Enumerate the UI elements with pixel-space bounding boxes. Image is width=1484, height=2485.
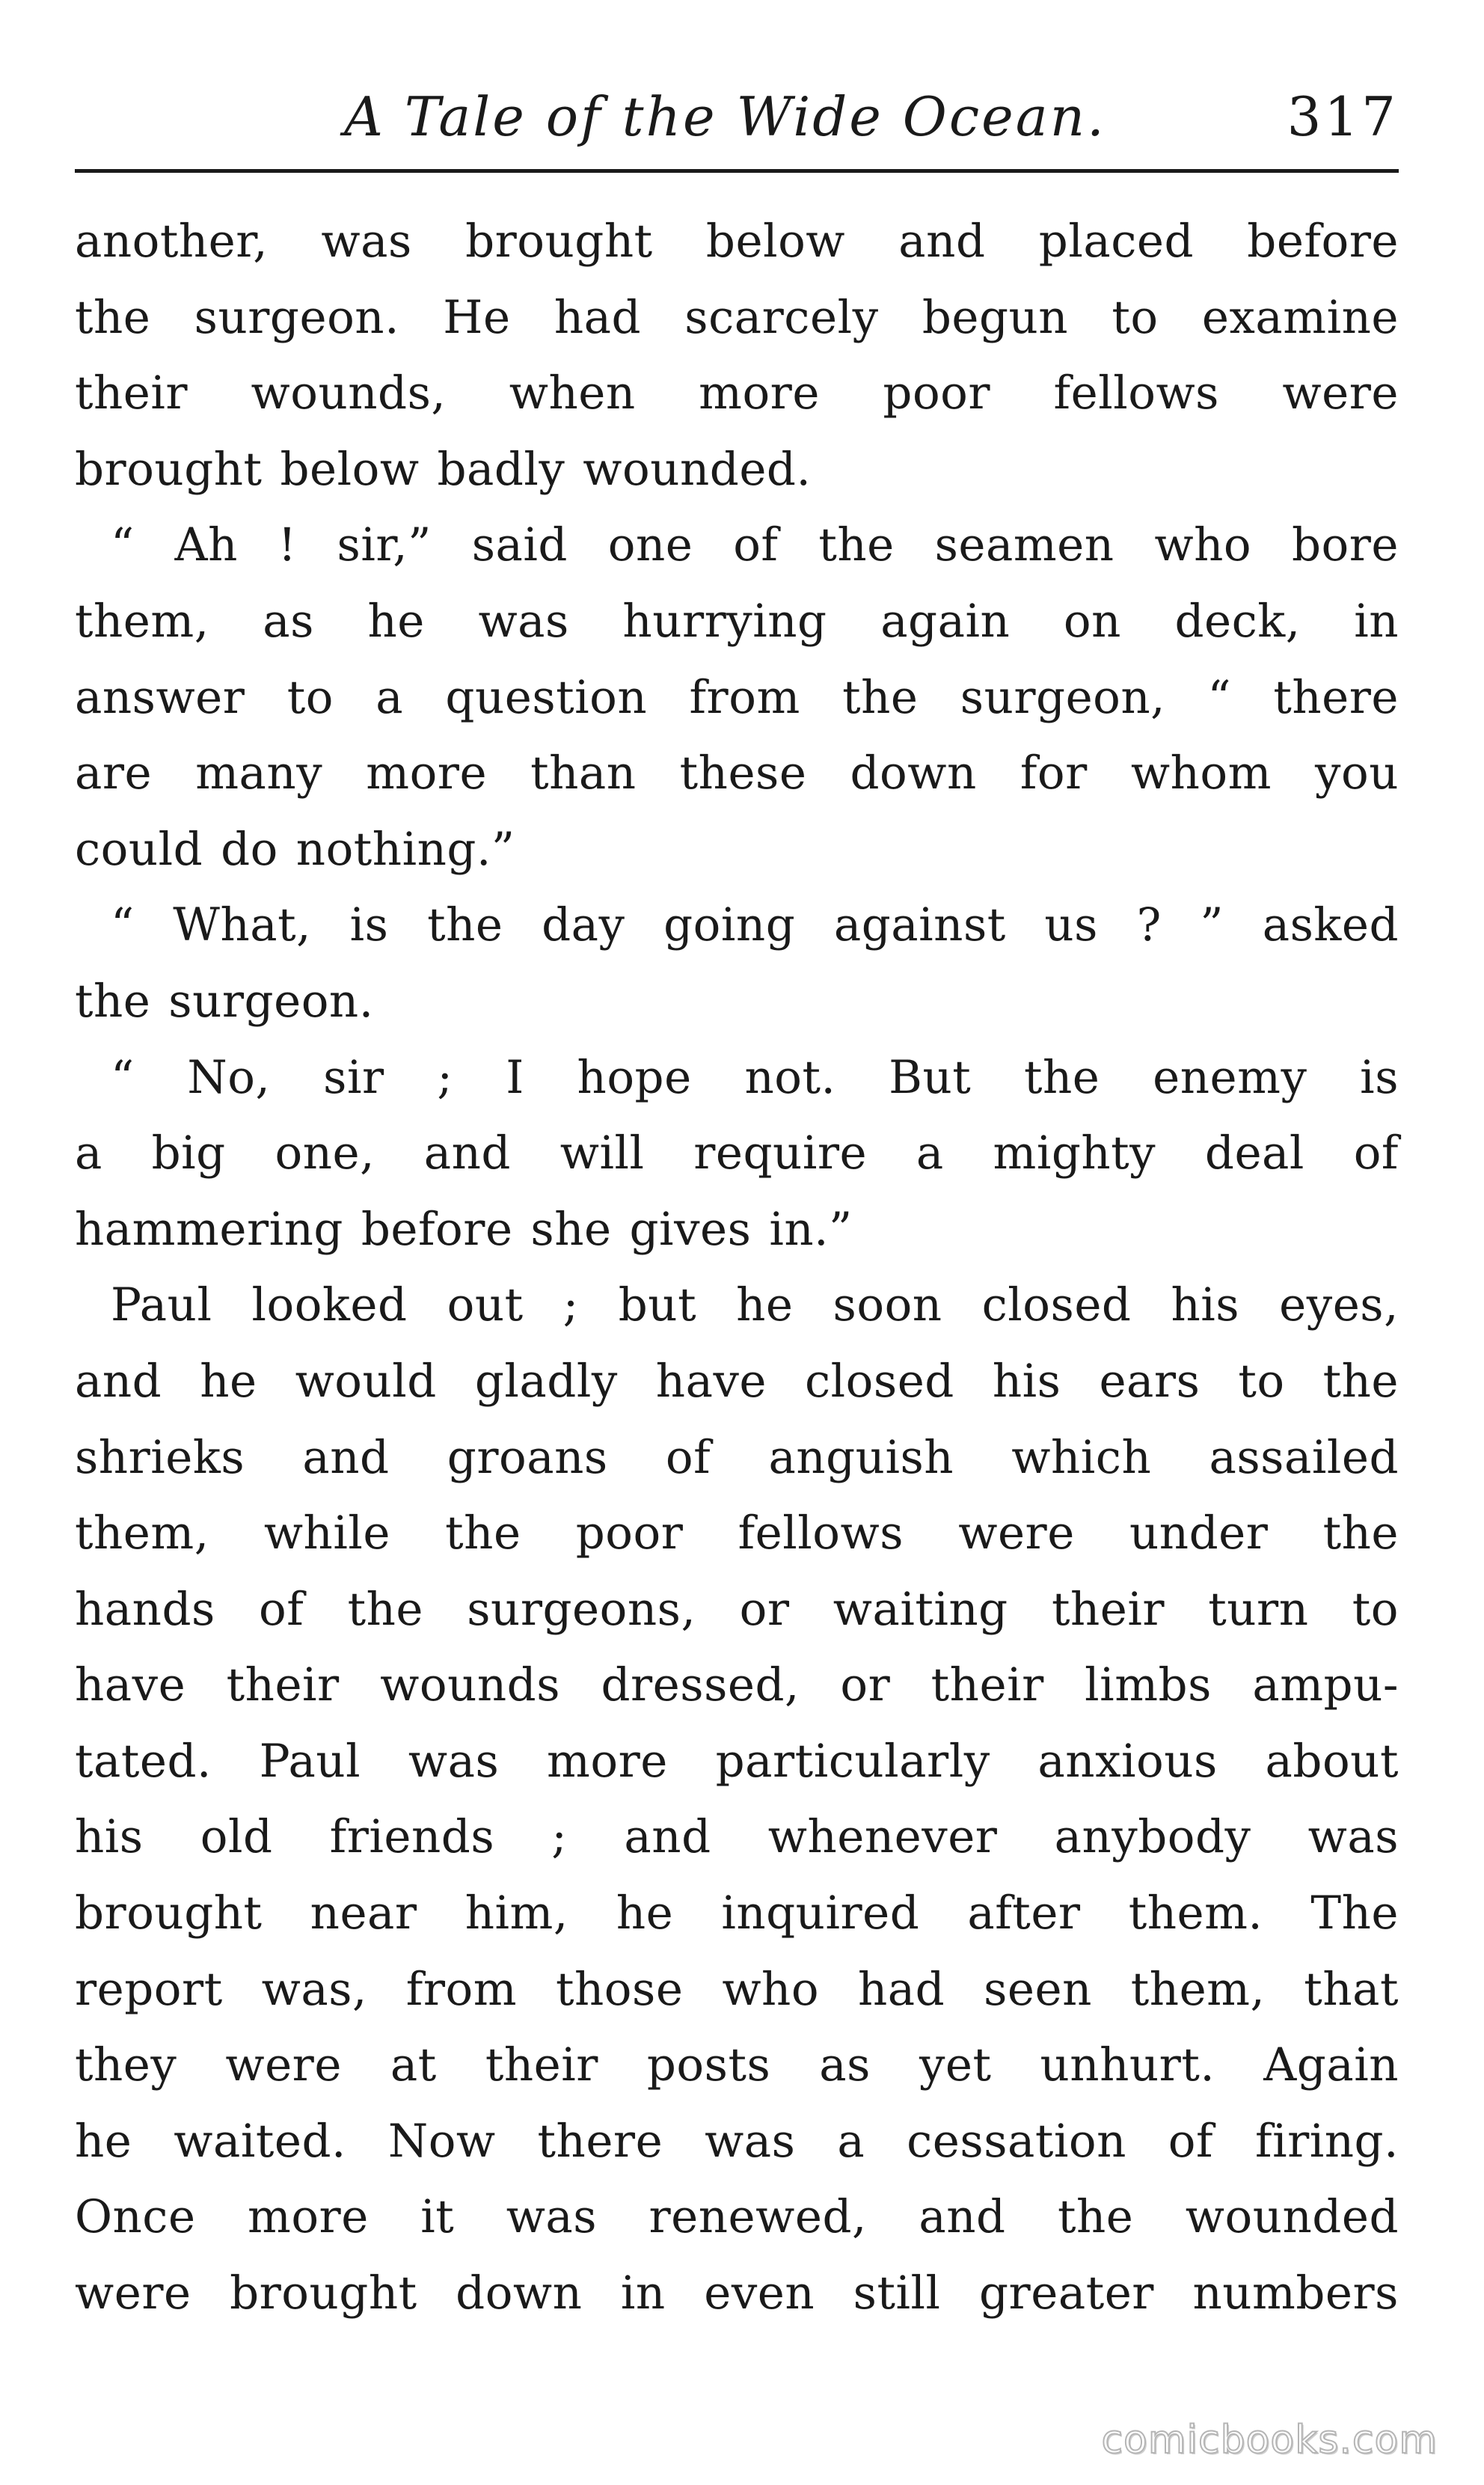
text-line: them, as he was hurrying again on deck, in bbox=[75, 594, 1399, 648]
text-line: brought near him, he inquired after them. The bbox=[75, 1887, 1399, 1940]
text-line: Once more it was renewed, and the wounded bbox=[75, 2190, 1399, 2244]
body-text bbox=[75, 203, 1399, 2332]
text-line: and he would gladly have closed his ears to the bbox=[75, 1354, 1399, 1408]
text-line: answer to a question from the surgeon, “ there bbox=[75, 670, 1399, 724]
text-line: “ Ah ! sir,” said one of the seamen who bore bbox=[111, 518, 1399, 572]
text-line: they were at their posts as yet unhurt. Again bbox=[75, 2038, 1399, 2092]
text-line: shrieks and groans of anguish which assailed bbox=[75, 1430, 1399, 1484]
text-line: were brought down in even still greater numbers bbox=[75, 2267, 1399, 2320]
running-title: A Tale of the Wide Ocean. bbox=[344, 85, 1106, 148]
watermark: comicbooks.com bbox=[1101, 2418, 1438, 2463]
text-line: could do nothing.” bbox=[75, 822, 515, 876]
text-line: a big one, and will require a mighty deal of bbox=[75, 1127, 1399, 1180]
text-line: his old friends ; and whenever anybody was bbox=[75, 1810, 1399, 1864]
text-line: them, while the poor fellows were under the bbox=[75, 1507, 1399, 1560]
text-line: tated. Paul was more particularly anxious about bbox=[75, 1734, 1399, 1788]
text-line: “ No, sir ; I hope not. But the enemy is bbox=[111, 1050, 1399, 1104]
text-line: the surgeon. He had scarcely begun to examine bbox=[75, 290, 1399, 344]
text-line: hands of the surgeons, or waiting their turn to bbox=[75, 1582, 1399, 1636]
text-line: are many more than these down for whom you bbox=[75, 747, 1399, 800]
header-rule bbox=[75, 169, 1399, 173]
text-line: the surgeon. bbox=[75, 974, 374, 1028]
text-line: their wounds, when more poor fellows were bbox=[75, 367, 1399, 420]
text-line: he waited. Now there was a cessation of firing. bbox=[75, 2114, 1399, 2168]
text-line: brought below badly wounded. bbox=[75, 442, 812, 496]
page-number: 317 bbox=[1287, 85, 1399, 148]
text-line: “ What, is the day going against us ? ” asked bbox=[111, 898, 1399, 952]
page-header bbox=[75, 72, 1399, 162]
text-line: have their wounds dressed, or their limbs ampu- bbox=[75, 1658, 1399, 1712]
text-line: hammering before she gives in.” bbox=[75, 1202, 853, 1256]
text-line: report was, from those who had seen them, that bbox=[75, 1962, 1399, 2016]
text-line: another, was brought below and placed before bbox=[75, 215, 1399, 268]
text-line: Paul looked out ; but he soon closed his eyes, bbox=[111, 1278, 1399, 1332]
